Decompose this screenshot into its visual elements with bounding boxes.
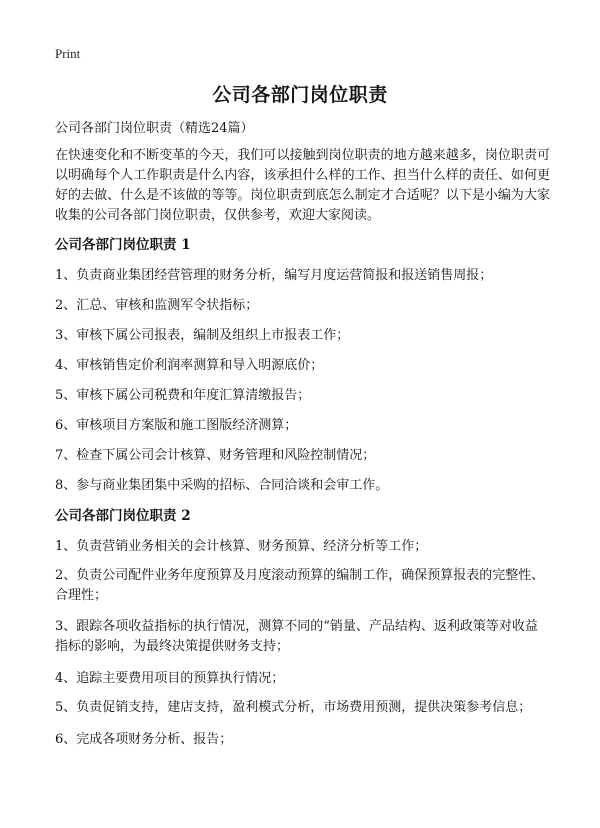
- section-heading: 公司各部门岗位职责 2: [55, 508, 191, 524]
- list-item: 1、负责商业集团经营管理的财务分析，编写月度运营简报和报送销售周报；: [55, 268, 493, 283]
- list-item: 8、参与商业集团集中采购的招标、合同洽谈和会审工作。: [55, 478, 389, 493]
- list-item: 1、负责营销业务相关的会计核算、财务预算、经济分析等工作；: [55, 539, 428, 554]
- list-item: 4、审核销售定价利润率测算和导入明源底价；: [55, 358, 324, 373]
- list-item: 4、追踪主要费用项目的预算执行情况；: [55, 671, 285, 686]
- list-item: 3、审核下属公司报表，编制及组织上市报表工作；: [55, 328, 350, 343]
- document-body: [55, 118, 550, 759]
- document-title: 公司各部门岗位职责: [212, 84, 388, 106]
- section-2: [55, 505, 550, 751]
- list-item: 6、审核项目方案版和施工图版经济测算；: [55, 418, 298, 433]
- section-heading: 公司各部门岗位职责 1: [55, 237, 191, 253]
- list-item: 2、负责公司配件业务年度预算及月度滚动预算的编制工作，确保预算报表的完整性、合理性；: [55, 568, 545, 603]
- intro-paragraph: 在快速变化和不断变革的今天，我们可以接触到岗位职责的地方越来越多，岗位职责可以明确每个人工作职责是什么内容，该承担什么样的工作、担当什么样的责任、如何更好的去做、什么是不该做的等等。岗位职责到底怎么制定才合适呢？以下是小编为大家收集的公司各部门岗位职责，仅供参考，欢迎大家阅读。: [55, 148, 550, 223]
- list-item: 3、跟踪各项收益指标的执行情况，测算不同的“销量、产品结构、返利政策等对收益指标的影响，为最终决策提供财务支持；: [55, 619, 538, 654]
- list-item: 5、负责促销支持，建店支持，盈利模式分析，市场费用预测，提供决策参考信息；: [55, 700, 532, 715]
- list-item: 6、完成各项财务分析、报告；: [55, 732, 233, 747]
- list-item: 2、汇总、审核和监测军令状指标；: [55, 298, 259, 313]
- document-subtitle: 公司各部门岗位职责（精选24篇）: [55, 121, 254, 136]
- list-item: 5、审核下属公司税费和年度汇算清缴报告；: [55, 388, 311, 403]
- print-link[interactable]: Print: [55, 46, 81, 61]
- section-1: [55, 234, 550, 497]
- list-item: 7、检查下属公司会计核算、财务管理和风险控制情况；: [55, 448, 376, 463]
